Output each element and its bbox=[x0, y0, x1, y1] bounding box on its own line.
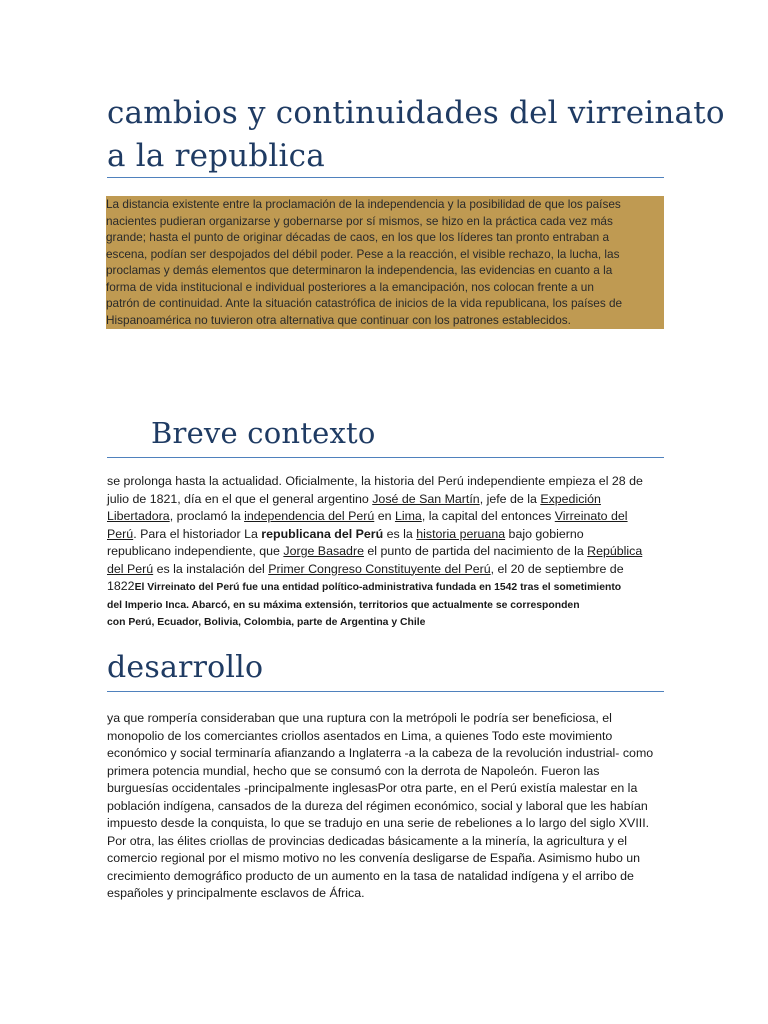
desarrollo-underline bbox=[107, 691, 664, 692]
desarrollo-line: monopolio de los comerciantes criollos asentados en Lima, a quienes Todo este movimiento bbox=[107, 728, 613, 743]
intro-paragraph bbox=[106, 196, 664, 329]
link-lima[interactable]: Lima bbox=[394, 509, 422, 523]
document-title bbox=[107, 92, 725, 178]
link-jorge-basadre[interactable]: Jorge Basadre bbox=[283, 544, 364, 558]
breve-line-2: julio de 1821, día en el que el general argentino José de San Martín, jefe de la Expedición bbox=[107, 491, 601, 506]
desarrollo-line: económico y social terminaría afianzando a Inglaterra -a la cabeza de la revolución industrial- como bbox=[107, 746, 654, 760]
intro-line: patrón de continuidad. Ante la situación catastrófica de inicios de la vida republicana, los países de bbox=[106, 296, 623, 310]
desarrollo-line: burguesías occidentales -principalmente inglesasPor otra parte, en el Perú existía malestar en la bbox=[107, 781, 638, 795]
title-line-2: a la republica bbox=[107, 138, 325, 174]
desarrollo-line: crecimiento demográfico producto de un aumento en la tasa de natalidad indígena y el arribo de bbox=[107, 868, 634, 883]
breve-line-3: Libertadora, proclamó la independencia del Perú en Lima, la capital del entonces Virreinato del bbox=[107, 509, 628, 523]
desarrollo-line: ya que rompería consideraban que una ruptura con la metrópoli le podría ser beneficiosa, el bbox=[107, 711, 612, 725]
title-underline bbox=[107, 177, 664, 178]
link-primer-congreso[interactable]: Primer Congreso Constituyente del Perú bbox=[268, 561, 491, 576]
breve-line-6: del Perú es la instalación del Primer Congreso Constituyente del Perú, el 20 de septiembre de bbox=[107, 561, 624, 576]
intro-line: escena, podían ser despojados del débil poder. Pese a la reacción, el visible rechazo, la lucha, las bbox=[106, 246, 620, 261]
desarrollo-line: impuesto desde la conquista, lo que se tradujo en una serie de rebeliones a lo largo del siglo XVIII. bbox=[107, 816, 650, 830]
breve-paragraph bbox=[107, 473, 667, 632]
intro-line: forma de vida institucional e individual posteriores a la emancipación, nos colocan frente a un bbox=[106, 279, 594, 294]
intro-line: La distancia existente entre la proclamación de la independencia y la posibilidad de que los países bbox=[106, 197, 621, 211]
link-independencia-del-peru[interactable]: independencia del Perú bbox=[244, 509, 375, 523]
link-historia-peruana[interactable]: historia peruana bbox=[416, 526, 506, 541]
breve-line-1: se prolonga hasta la actualidad. Oficialmente, la historia del Perú independiente empieza el 28 de bbox=[107, 474, 643, 488]
breve-underline bbox=[107, 457, 664, 458]
link-republica[interactable]: República bbox=[587, 544, 643, 558]
link-jose-de-san-martin[interactable]: José de San Martín bbox=[372, 491, 480, 506]
link-del-peru[interactable]: del Perú bbox=[107, 561, 154, 576]
link-libertadora[interactable]: Libertadora bbox=[107, 509, 170, 523]
intro-line: proclamas y demás elementos que determinaron la independencia, las evidencias en cuanto a la bbox=[106, 263, 613, 277]
desarrollo-paragraph bbox=[107, 710, 667, 903]
breve-line-7: 1822El Virreinato del Perú fue una entidad político-administrativa fundada en 1542 tras el sometimiento bbox=[107, 579, 622, 593]
desarrollo-line: primera potencia mundial, hecho que se consumó con la derrota de Napoleón. Fueron las bbox=[107, 763, 600, 778]
desarrollo-line: Por otra, las élites criollas de provincias dedicadas básicamente a la minería, la agricultura y el bbox=[107, 833, 627, 848]
intro-line: Hispanoamérica no tuvieron otra alternativa que continuar con los patrones establecidos. bbox=[106, 312, 571, 327]
desarrollo-line: comercio regional por el mismo motivo no les convenía desligarse de España. Asimismo hubo un bbox=[107, 851, 641, 865]
desarrollo-line: españoles y principalmente esclavos de África. bbox=[107, 886, 365, 900]
section-heading-breve-contexto: Breve contexto bbox=[151, 416, 376, 450]
desarrollo-line: población indígena, cansados de la dureza del régimen económico, social y laboral que les habían bbox=[107, 798, 648, 813]
breve-line-8: del Imperio Inca. Abarcó, en su máxima extensión, territorios que actualmente se corresponden bbox=[107, 599, 580, 611]
link-virreinato-del[interactable]: Virreinato del bbox=[554, 509, 628, 523]
breve-line-4: Perú. Para el historiador La republicana del Perú es la historia peruana bajo gobierno bbox=[107, 526, 584, 541]
intro-line: nacientes pudieran organizarse y gobernarse por sí mismos, se hizo en la práctica cada vez más bbox=[106, 213, 613, 228]
breve-line-5: republicano independiente, que Jorge Basadre el punto de partida del nacimiento de la República bbox=[107, 544, 643, 558]
breve-line-9: con Perú, Ecuador, Bolivia, Colombia, parte de Argentina y Chile bbox=[107, 617, 426, 628]
link-expedicion[interactable]: Expedición bbox=[540, 491, 601, 506]
link-peru[interactable]: Perú bbox=[107, 526, 134, 541]
intro-line: grande; hasta el punto de originar décadas de caos, en los que los líderes tan pronto entraban a bbox=[106, 230, 610, 244]
section-heading-desarrollo: desarrollo bbox=[107, 650, 264, 685]
title-line-1: cambios y continuidades del virreinato bbox=[107, 95, 725, 131]
